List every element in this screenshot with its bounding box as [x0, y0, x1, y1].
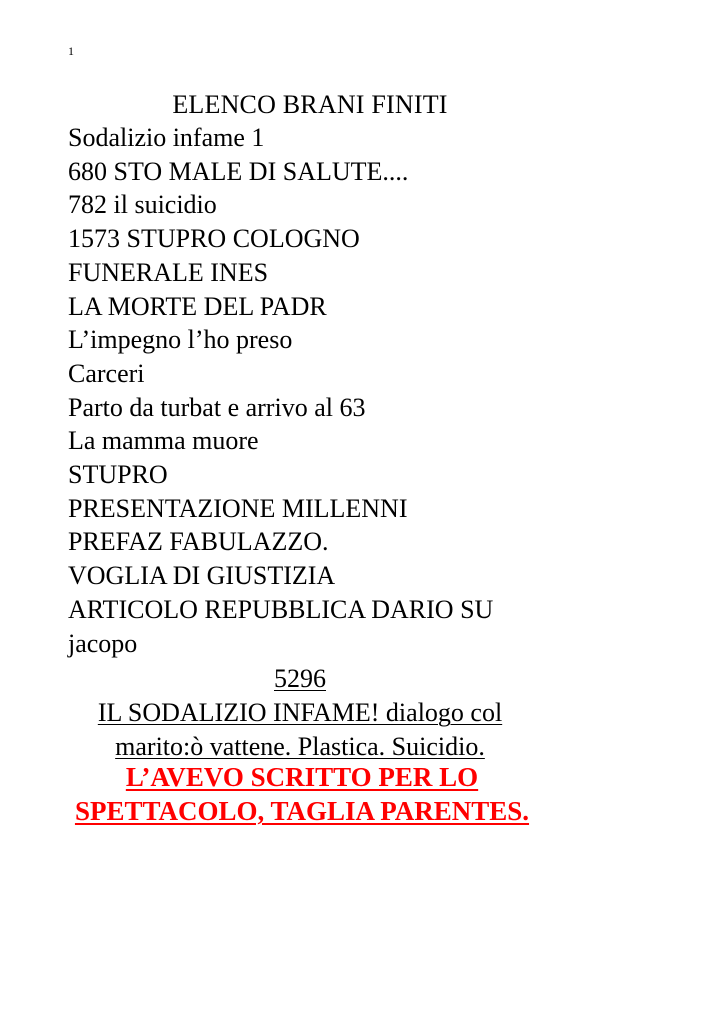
list-item: FUNERALE INES [68, 257, 269, 287]
list-item: La mamma muore [68, 426, 259, 456]
list-item: Carceri [68, 358, 145, 388]
piece-description [0, 662, 600, 764]
list-item: 782 il suicidio [68, 190, 217, 220]
page-number: 1 [68, 44, 74, 58]
list-item: STUPRO [68, 460, 168, 490]
list-item: LA MORTE DEL PADR [68, 291, 327, 321]
list-item: L’impegno l’ho preso [68, 325, 293, 355]
note-line-1: L’AVEVO SCRITTO PER LO [125, 762, 479, 792]
piece-line-1: IL SODALIZIO INFAME! dialogo col [97, 698, 503, 727]
list-item: Sodalizio infame 1 [68, 123, 265, 152]
track-list [68, 121, 493, 660]
list-item: 1573 STUPRO COLOGNO [68, 224, 360, 254]
count-number: 5296 [274, 664, 326, 693]
list-item: 680 STO MALE DI SALUTE.... [68, 156, 409, 186]
note-line-2: SPETTACOLO, TAGLIA PARENTES. [74, 796, 530, 826]
red-note [0, 760, 604, 828]
list-item: VOGLIA DI GIUSTIZIA [68, 561, 336, 591]
list-item: PRESENTAZIONE MILLENNI [68, 493, 408, 523]
list-item: ARTICOLO REPUBBLICA DARIO SU [68, 594, 494, 624]
piece-line-2: marito:ò vattene. Plastica. Suicidio. [115, 732, 485, 761]
document-title: ELENCO BRANI FINITI [172, 90, 448, 119]
list-item: Parto da turbat e arrivo al 63 [68, 392, 366, 422]
list-item: jacopo [68, 628, 138, 658]
list-item: PREFAZ FABULAZZO. [68, 527, 329, 557]
